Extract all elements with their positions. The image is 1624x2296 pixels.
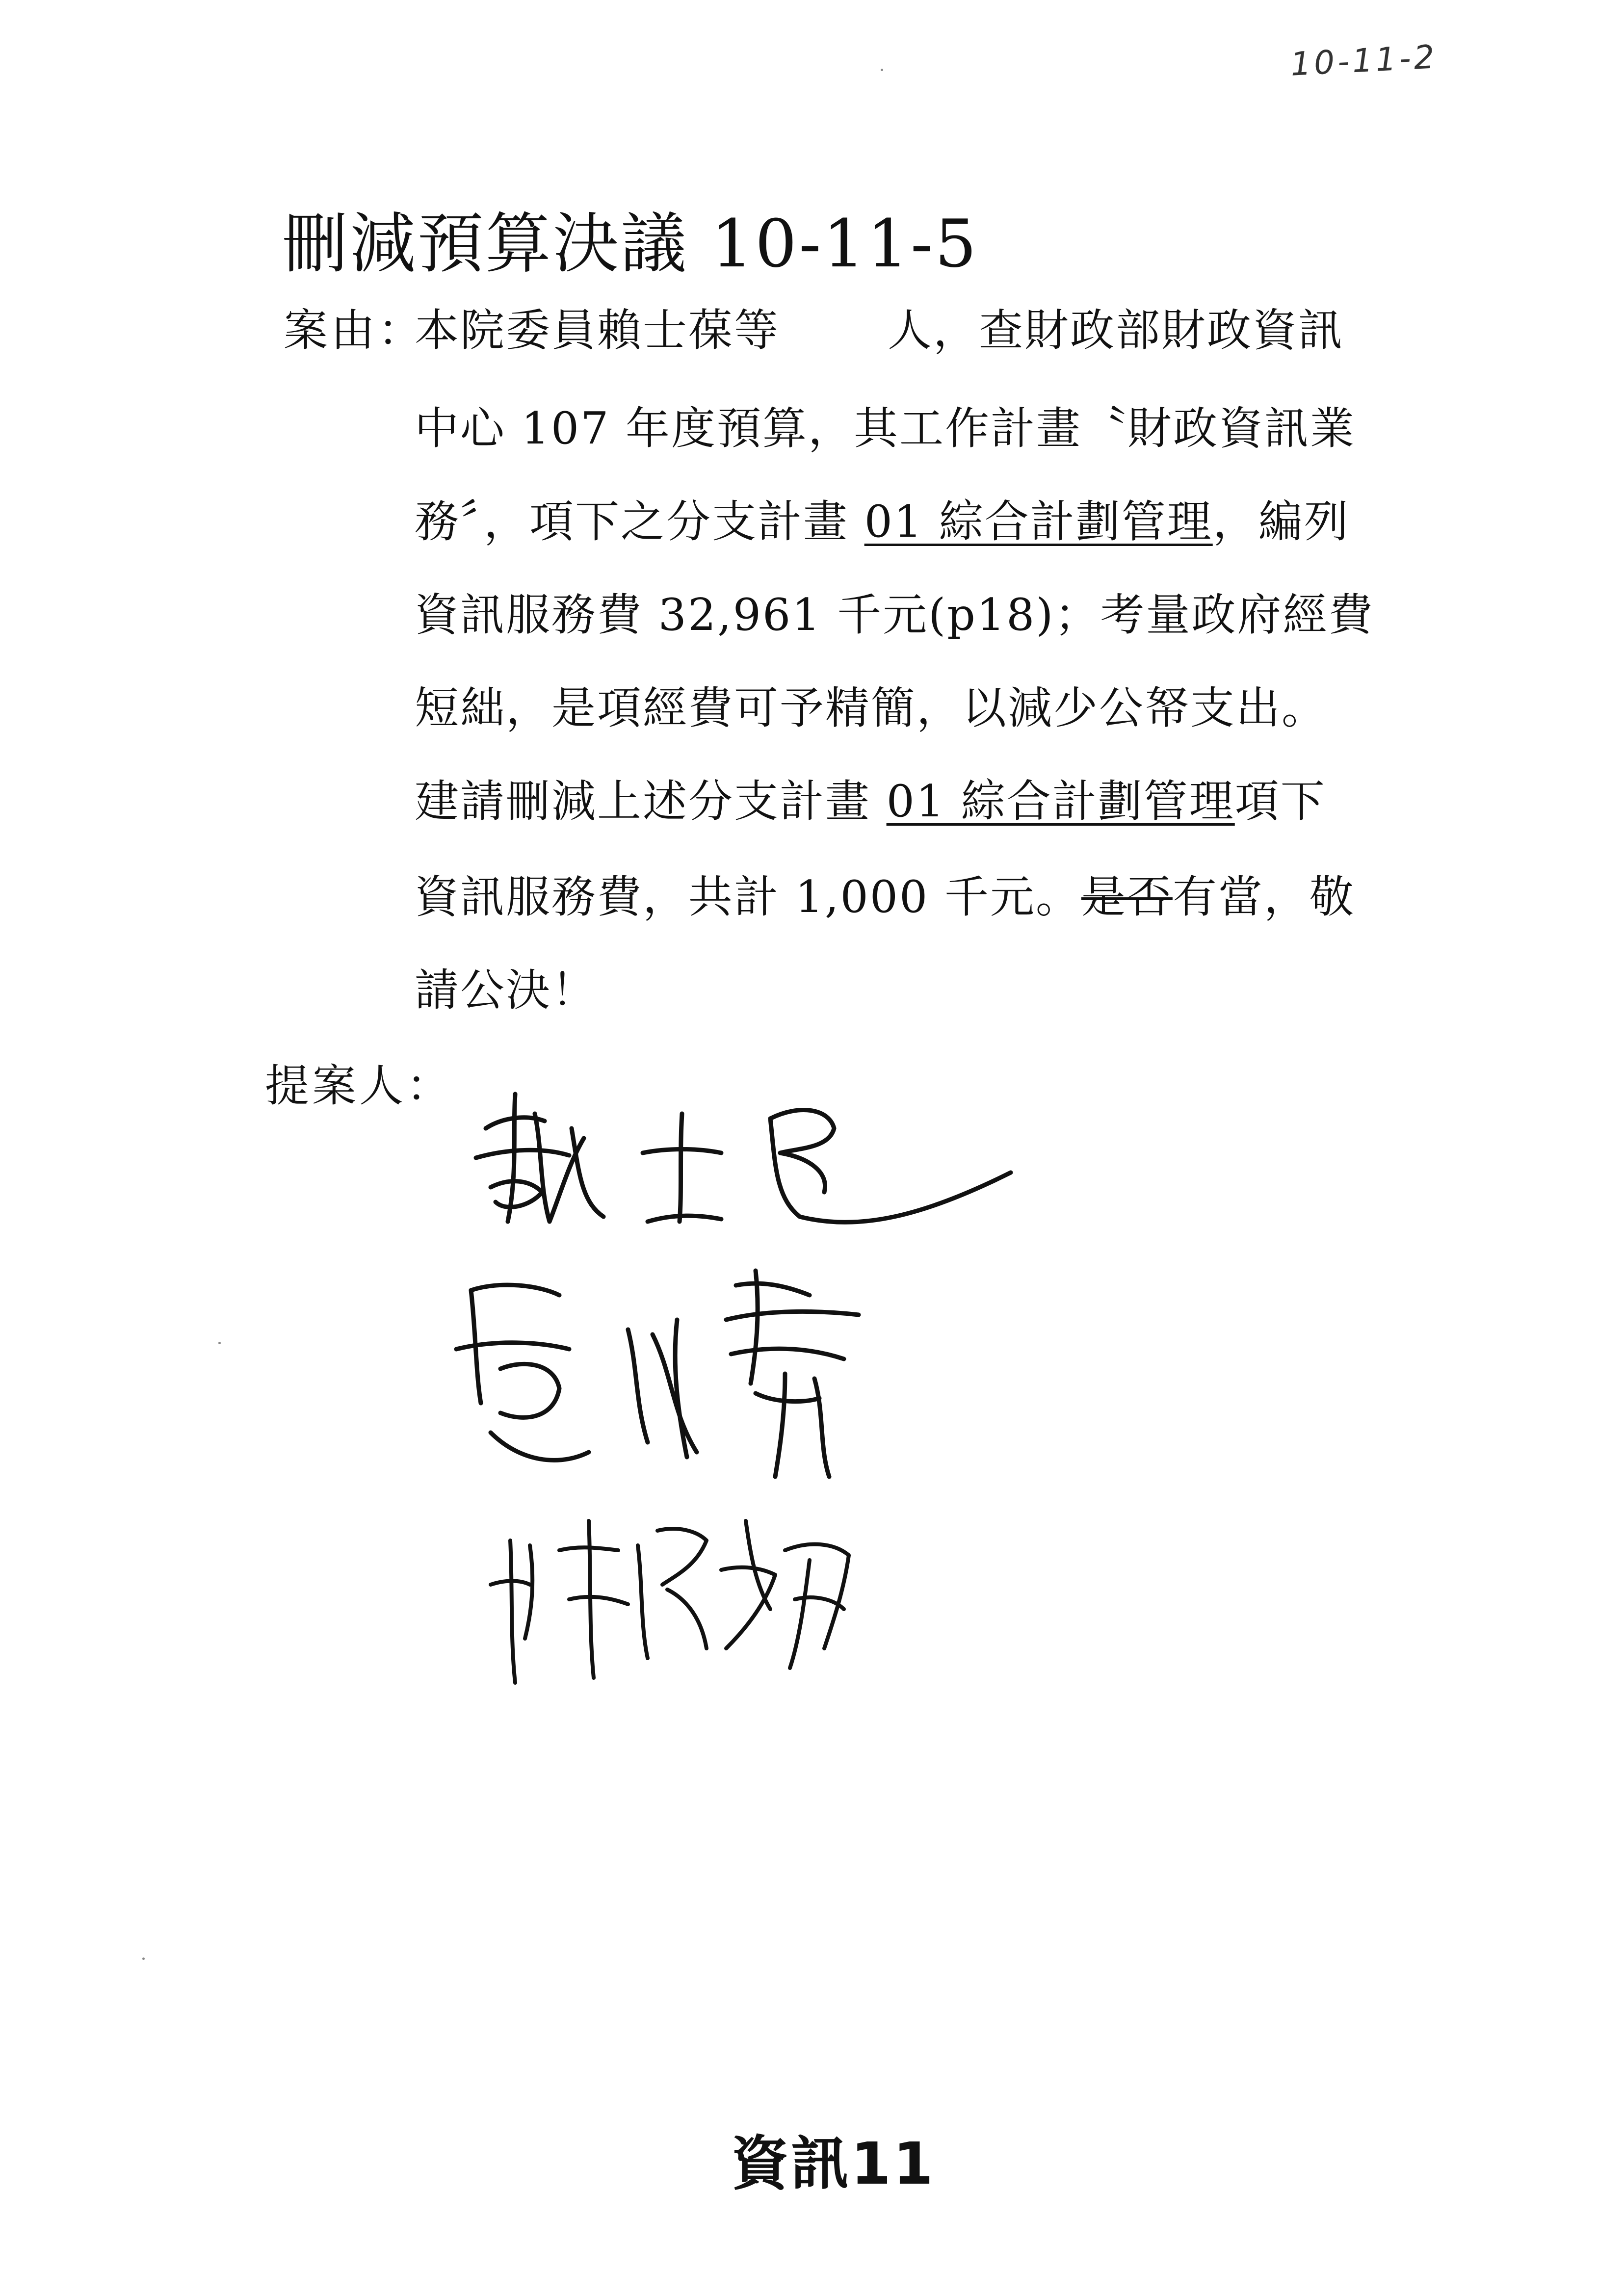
scan-speck bbox=[218, 1342, 221, 1344]
scan-speck bbox=[881, 69, 883, 71]
reason-label: 案由： bbox=[284, 305, 425, 356]
reason-line-2: 中心 107 年度預算，其工作計畫〝財政資訊業 bbox=[415, 403, 1356, 454]
reason-line-1-part-b: 人，查財政部財政資訊 bbox=[888, 305, 1344, 356]
underlined-plan-name: 01 綜合計劃管理 bbox=[864, 496, 1213, 548]
reason-line-3-part-b: ，編列 bbox=[1212, 496, 1350, 548]
footer-stamp: 資訊11 bbox=[731, 2130, 936, 2197]
reason-line-8: 請公決！ bbox=[415, 965, 597, 1016]
underlined-plan-name: 01 綜合計劃管理 bbox=[886, 776, 1235, 827]
document-title: 刪減預算決議 10-11-5 bbox=[282, 206, 979, 282]
reason-line-5: 短絀，是項經費可予精簡，以減少公帑支出。 bbox=[415, 682, 1327, 734]
scan-speck bbox=[142, 1957, 145, 1960]
reason-line-6-part-a: 建請刪減上述分支計畫 bbox=[415, 776, 887, 827]
reason-line-7-part-b: 有當，敬 bbox=[1172, 871, 1355, 923]
reason-line-1-part-a: 本院委員賴士葆等 bbox=[415, 305, 780, 356]
corner-handwritten-number: 10-11-2 bbox=[1289, 38, 1439, 83]
reason-line-1 bbox=[415, 294, 1344, 358]
reason-line-7 bbox=[415, 861, 1355, 925]
signature-3 bbox=[471, 1501, 913, 1697]
reason-line-6 bbox=[415, 765, 1326, 829]
signature-2 bbox=[442, 1256, 932, 1501]
struck-through-text: 是否 bbox=[1081, 871, 1173, 923]
reason-line-7-part-a: 資訊服務費，共計 1,000 千元。 bbox=[415, 871, 1081, 923]
reason-line-3-part-a: 務〞，項下之分支計畫 bbox=[415, 496, 864, 548]
reason-line-4: 資訊服務費 32,961 千元(p18)；考量政府經費 bbox=[415, 589, 1374, 641]
signature-1 bbox=[456, 1074, 1045, 1251]
reason-line-3 bbox=[415, 486, 1350, 549]
reason-line-6-part-b: 項下 bbox=[1234, 776, 1326, 827]
proposer-label: 提案人： bbox=[265, 1060, 453, 1112]
